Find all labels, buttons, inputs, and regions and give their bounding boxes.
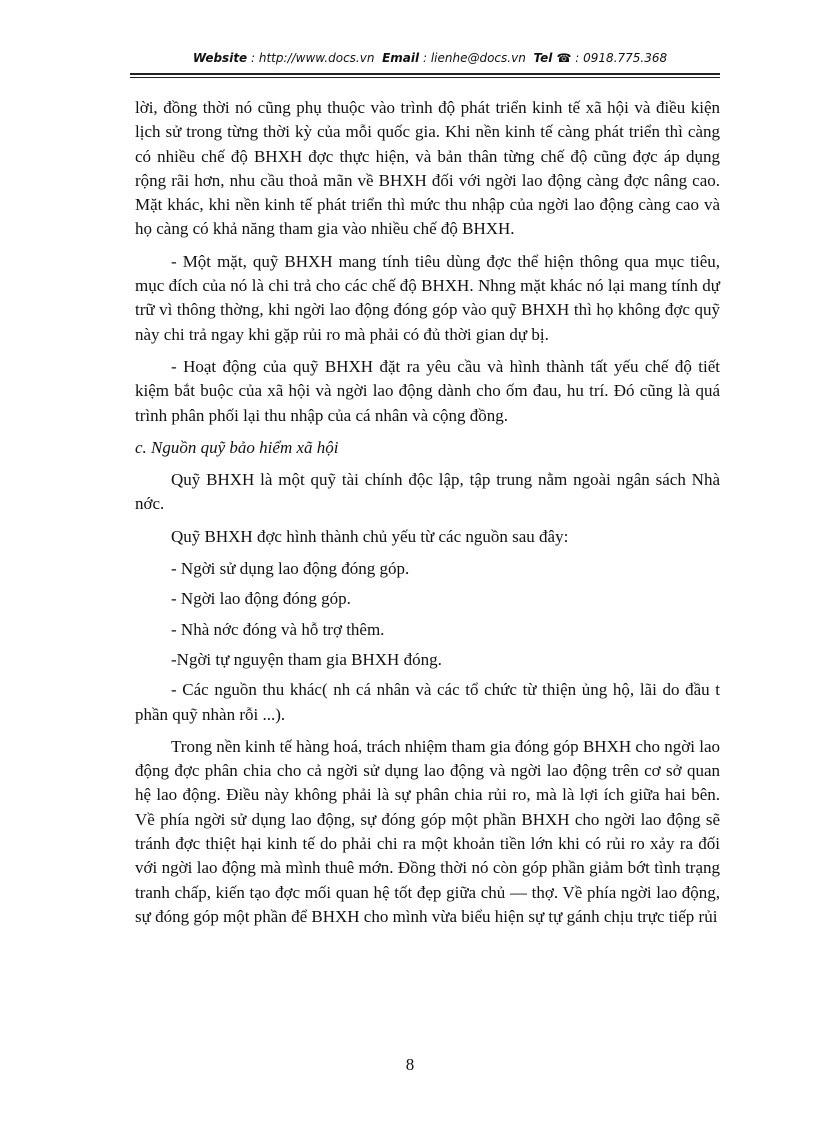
website-label: Website: [192, 51, 248, 65]
paragraph: Quỹ BHXH đợc hình thành chủ yếu từ các nguồn sau đây:: [171, 526, 569, 546]
page-number: 8: [405, 1055, 415, 1074]
list-item: -Ngời tự nguyện tham gia BHXH đóng.: [171, 649, 442, 669]
paragraph: - Hoạt động của quỹ BHXH đặt ra yêu cầu và hình thành tất yếu chế độ tiết kiệm bắt buộc của xã hội và ngời lao động dành cho ốm đau, hu trí. Đó cũng là quá trình phân phối lại thu nhập của cá nhân và cộng đồng.: [135, 356, 720, 425]
header-divider: [130, 73, 720, 75]
website-link[interactable]: : http://www.docs.vn: [251, 51, 375, 65]
tel-label: Tel ☎: [533, 51, 572, 65]
tel-value: : 0918.775.368: [575, 51, 668, 65]
paragraph: Quỹ BHXH là một quỹ tài chính độc lập, tập trung nằm ngoài ngân sách Nhà nớc.: [135, 470, 720, 514]
list-item: - Nhà nớc đóng và hỗ trợ thêm.: [171, 619, 385, 639]
paragraph: Trong nền kinh tế hàng hoá, trách nhiệm tham gia đóng góp BHXH cho ngời lao động đợc phân chia cho cả ngời sử dụng lao động và ngời lao động trên cơ sở quan hệ lao động. Điều này không phải là sự phân chia rủi ro, mà là lợi ích giữa hai bên. Về phía ngời sử dụng lao động, sự đóng góp một phần BHXH cho ngời lao động sẽ tránh đợc thiệt hại kinh tế do phải chi ra một khoản tiền lớn khi có rủi ro xảy ra đối với ngời lao động mà mình thuê mớn. Đồng thời nó còn góp phần giảm bớt tình trạng tranh chấp, kiến tạo đợc mối quan hệ tốt đẹp giữa chủ — thợ. Về phía ngời lao động, sự đóng góp một phần để BHXH cho mình vừa biểu hiện sự tự gánh chịu trực tiếp rủi: [135, 736, 720, 926]
page-header: [130, 51, 730, 65]
list-item: - Ngời sử dụng lao động đóng góp.: [171, 559, 410, 579]
section-heading: c. Nguồn quỹ bảo hiểm xã hội: [135, 437, 339, 457]
paragraph: lời, đồng thời nó cũng phụ thuộc vào trình độ phát triển kinh tế xã hội và điều kiện lịch sử trong từng thời kỳ của mỗi quốc gia. Khi nền kinh tế càng phát triển thì càng có nhiều chế độ BHXH đợc thực hiện, và bản thân từng chế độ cũng đợc áp dụng rộng rãi hơn, nhu cầu thoả mãn về BHXH đối với ngời lao động càng đợc nâng cao. Mặt khác, khi nền kinh tế phát triển thì mức thu nhập của ngời lao động càng cao và họ càng có khả năng tham gia vào nhiều chế độ BHXH.: [135, 98, 720, 239]
email-link[interactable]: : lienhe@docs.vn: [422, 51, 526, 65]
email-label: Email: [382, 51, 420, 65]
list-item: - Các nguồn thu khác( nh cá nhân và các tổ chức từ thiện ủng hộ, lãi do đầu t phần quỹ nhàn rỗi ...).: [135, 680, 720, 724]
list-item: - Ngời lao động đóng góp.: [171, 589, 351, 609]
paragraph: - Một mặt, quỹ BHXH mang tính tiêu dùng đợc thể hiện thông qua mục tiêu, mục đích của nó là chi trả cho các chế độ BHXH. Nhng mặt khác nó lại mang tính dự trữ vì thông thờng, khi ngời lao động đóng góp vào quỹ BHXH thì họ không đợc quỹ này chi trả ngay khi gặp rủi ro mà phải có đủ thời gian dự bị.: [135, 251, 720, 344]
body-text: [135, 96, 720, 937]
